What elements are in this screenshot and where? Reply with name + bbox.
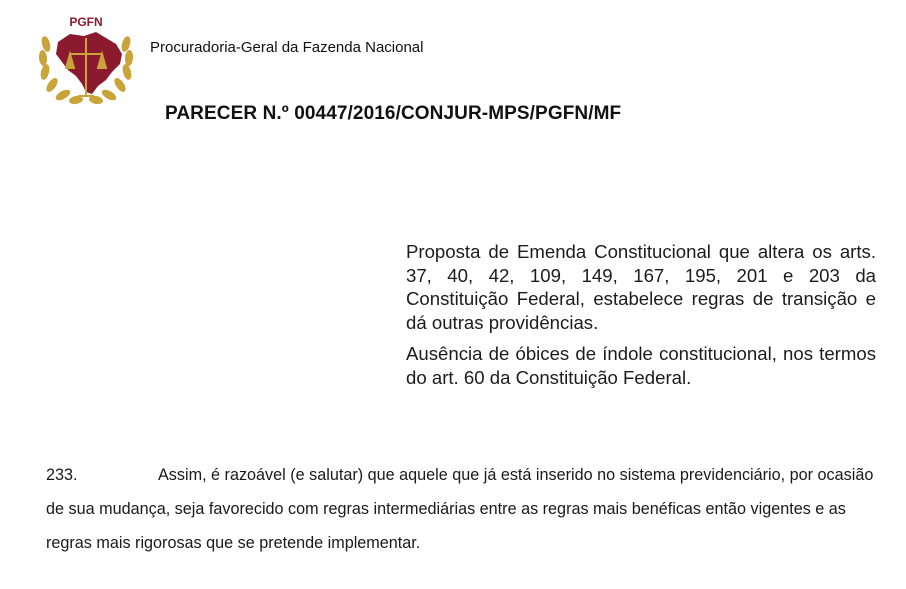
ementa-block: [406, 240, 876, 389]
organization-name: Procuradoria-Geral da Fazenda Nacional: [150, 39, 424, 56]
brazil-map-icon: [56, 32, 122, 94]
pgfn-logo: [36, 14, 136, 110]
ementa-paragraph: Proposta de Emenda Constitucional que altera os arts. 37, 40, 42, 109, 149, 167, 195, 201 e 203 da Constituição Federal, estabelece regras de transição e dá outras providências.: [406, 241, 876, 333]
body-paragraph: [46, 458, 876, 560]
ementa-paragraph: Ausência de óbices de índole constitucional, nos termos do art. 60 da Constituição Federal.: [406, 343, 876, 388]
paragraph-number: 233.: [46, 466, 78, 484]
paragraph-text: Assim, é razoável (e salutar) que aquele que já está inserido no sistema previdenciário, por ocasião de sua mudança, seja favorecido com regras intermediárias entre as regras mais benéficas então vigentes e as regras mais rigorosas que se pretende implementar.: [46, 466, 874, 552]
document-title: PARECER N.º 00447/2016/CONJUR-MPS/PGFN/MF: [165, 103, 622, 124]
logo-text: PGFN: [69, 15, 103, 29]
